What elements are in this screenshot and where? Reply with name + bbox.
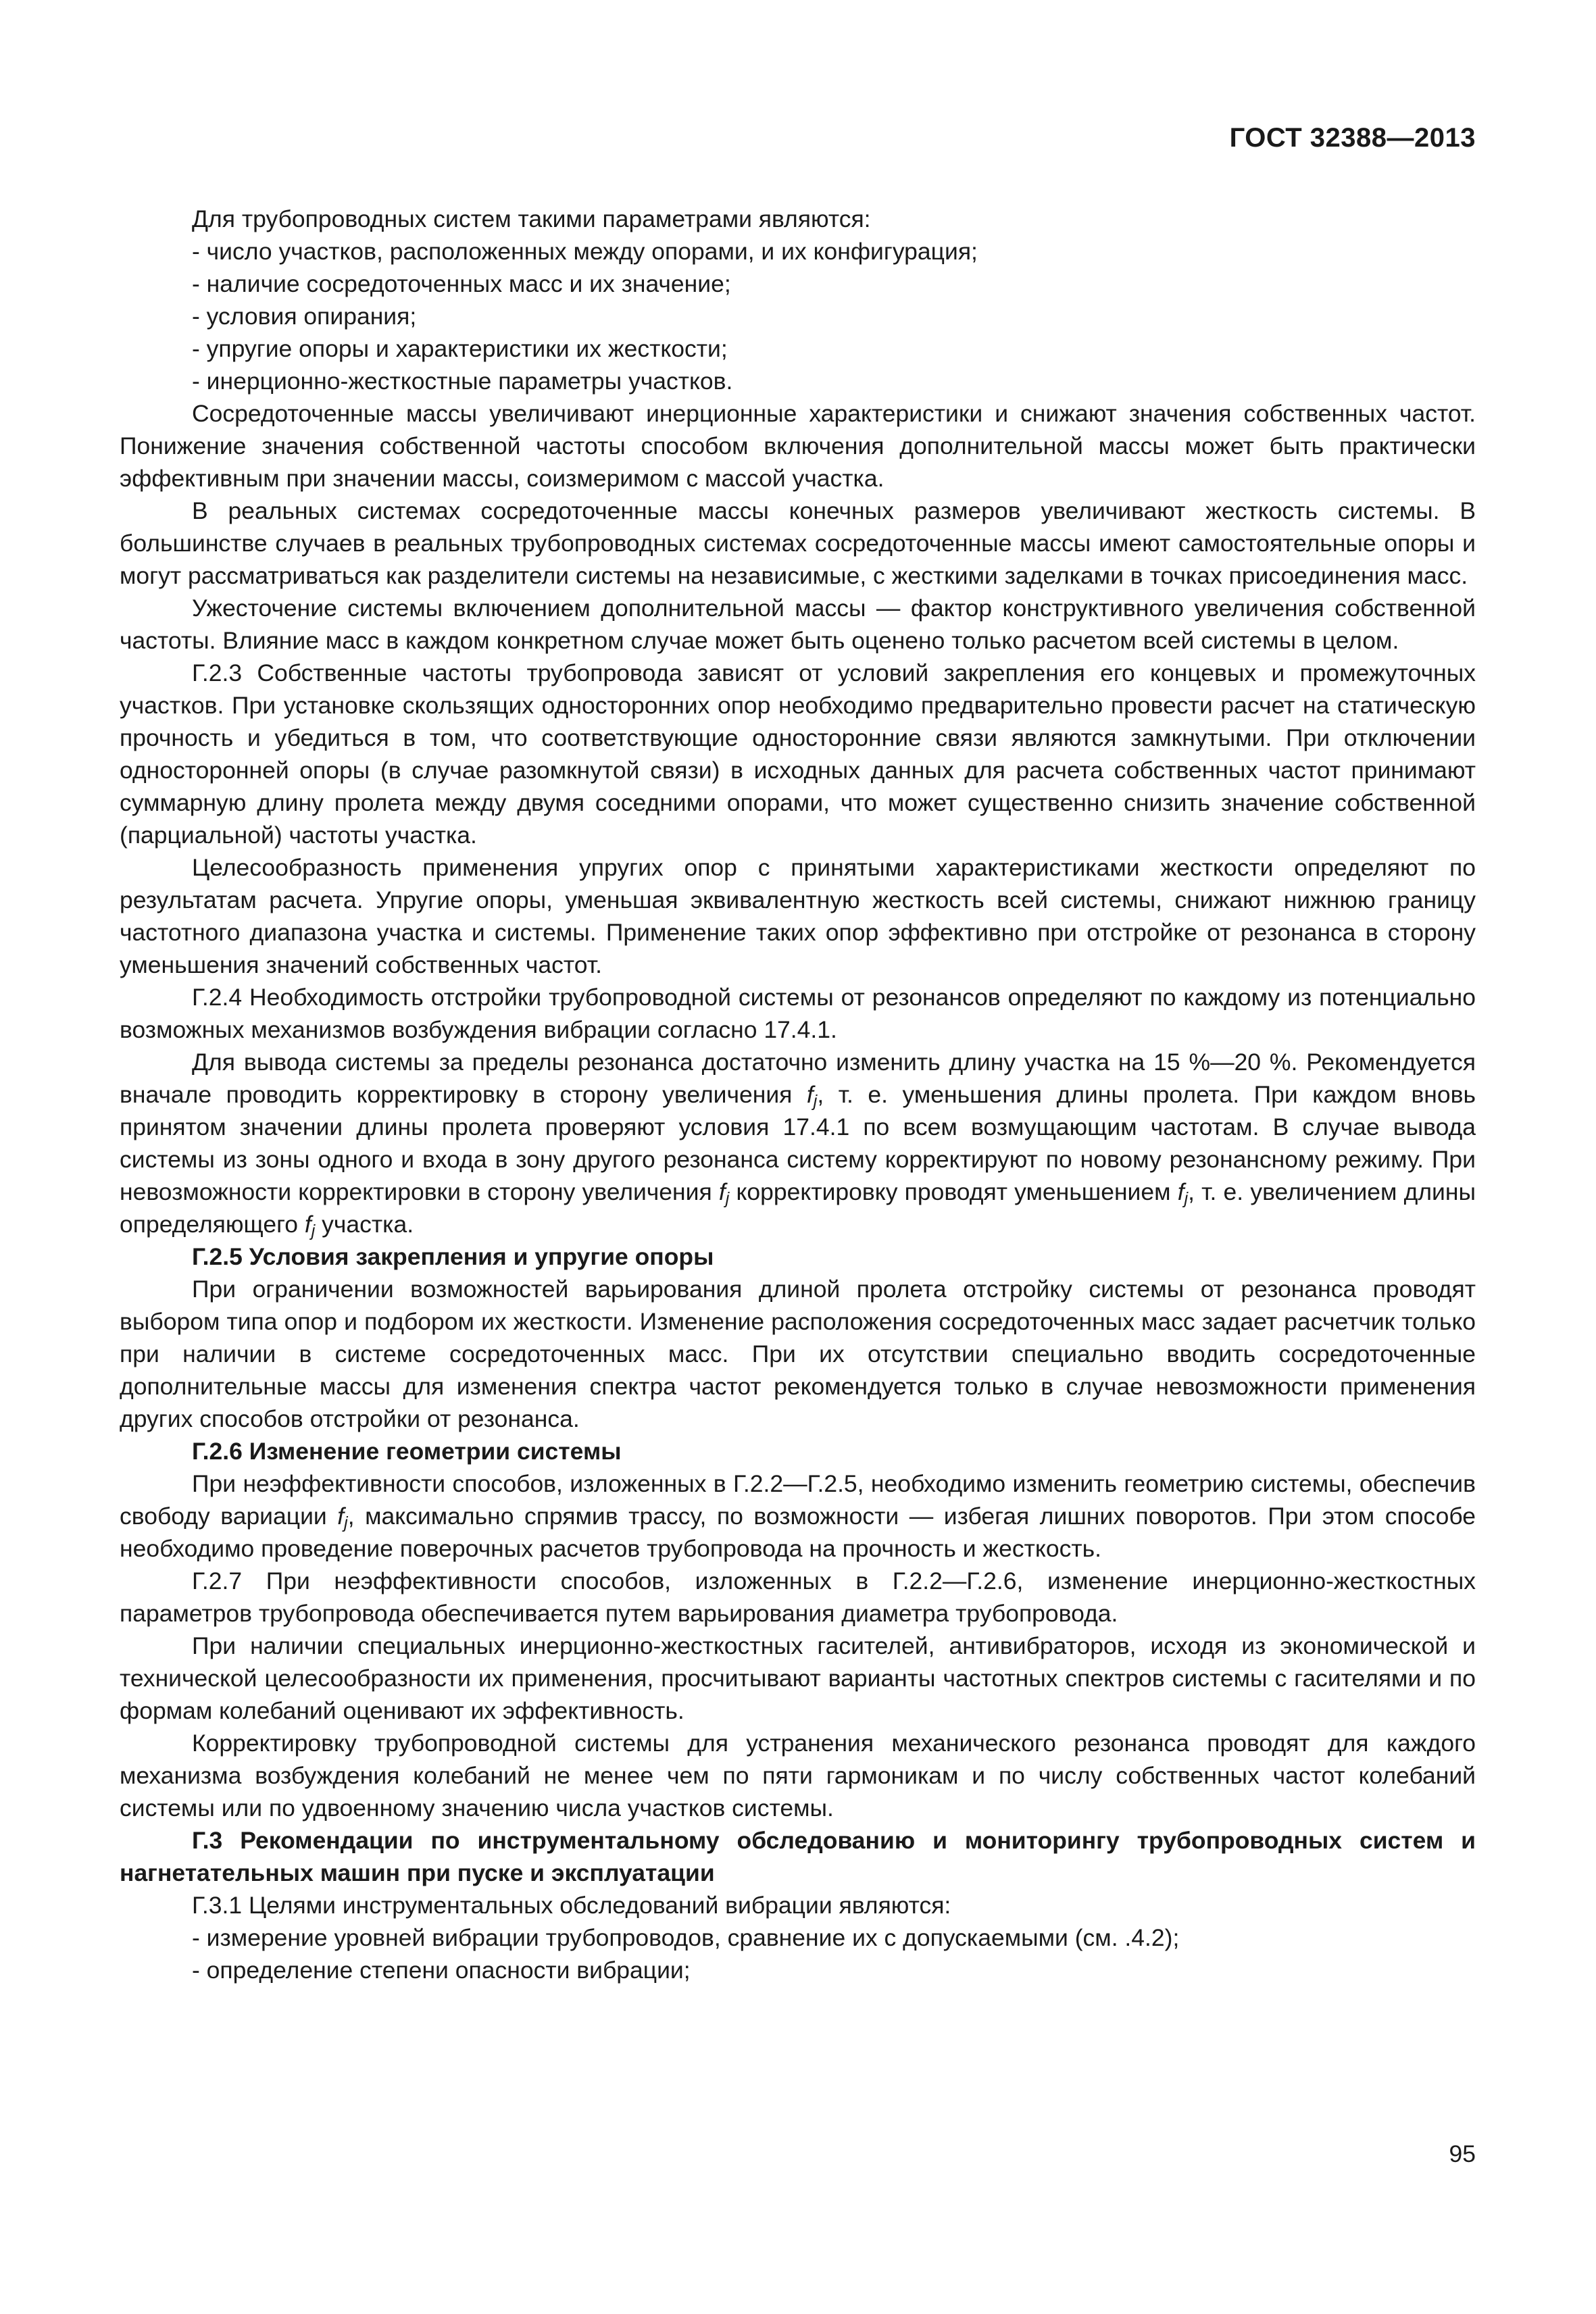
paragraph: При ограничении возможностей варьирования длиной пролета отстройку системы от резонанса проводят выбором типа опор и подбором их жесткости. Изменение расположения сосредоточенных масс задает расчетчик только при наличии в системе сосредоточенных масс. При их отсутствии специально вводить сосредоточенные дополнительные массы для изменения спектра частот рекомендуется только в случае невозможности применения других способов отстройки от резонанса. (120, 1276, 1476, 1432)
section-heading: Г.2.5 Условия закрепления и упругие опоры (192, 1243, 714, 1270)
paragraph: При наличии специальных инерционно-жесткостных гасителей, антивибраторов, исходя из экономической и технической целесообразности их применения, просчитывают варианты частотных спектров системы с гасителями и по формам колебаний оценивают их эффективность. (120, 1632, 1476, 1724)
symbol-fj: $f_j$ (337, 1503, 348, 1533)
paragraph: Сосредоточенные массы увеличивают инерционные характеристики и снижают значения собственных частот. Понижение значения собственной частоты способом включения дополнительной массы может быть практически эффективным при значении массы, соизмеримом с массой участка. (120, 400, 1476, 492)
document-code-header: ГОСТ 32388—2013 (1229, 123, 1476, 153)
list-item: - наличие сосредоточенных масс и их значение; (192, 270, 731, 297)
paragraph: Г.2.4 Необходимость отстройки трубопроводной системы от резонансов определяют по каждому из потенциально возможных механизмов возбуждения вибрации согласно 17.4.1. (120, 984, 1476, 1043)
paragraph-geometry (120, 1467, 1476, 1565)
symbol-fj: $f_j$ (806, 1081, 818, 1111)
paragraph: Для трубопроводных систем такими параметрами являются: (192, 205, 871, 232)
paragraph: Г.2.3 Собственные частоты трубопровода зависят от условий закрепления его концевых и промежуточных участков. При установке скользящих односторонних опор необходимо предварительно провести расчет на статическую прочность и убедиться в том, что соответствующие односторонние связи являются замкнутыми. При отключении односторонней опоры (в случае разомкнутой связи) в исходных данных для расчета собственных частот принимают суммарную длину пролета между двумя соседними опорами, что может существенно снизить значение собственной (парциальной) частоты участка. (120, 659, 1476, 849)
paragraph: Г.2.7 При неэффективности способов, изложенных в Г.2.2—Г.2.6, изменение инерционно-жесткостных параметров трубопровода обеспечивается путем варьирования диаметра трубопровода. (120, 1567, 1476, 1627)
paragraph-text: , т. е. увеличением длины определяющего (120, 1178, 1476, 1238)
symbol-fj: $f_j$ (304, 1211, 316, 1241)
list-item: - инерционно-жесткостные параметры участков. (192, 368, 733, 395)
paragraph: Г.3.1 Целями инструментальных обследований вибрации являются: (192, 1892, 951, 1919)
paragraph-text: участка. (322, 1211, 414, 1238)
paragraph-text: , максимально спрямив трассу, по возможности — избегая лишних поворотов. При этом способе необходимо проведение поверочных расчетов трубопровода на прочность и жесткость. (120, 1503, 1476, 1562)
section-heading: Г.2.6 Изменение геометрии системы (192, 1438, 622, 1465)
symbol-fj: $f_j$ (718, 1178, 730, 1209)
paragraph-text: корректировку проводят уменьшением (736, 1178, 1171, 1205)
list-item: - определение степени опасности вибрации; (192, 1957, 691, 1984)
symbol-fj: $f_j$ (1177, 1178, 1189, 1209)
list-item: - измерение уровней вибрации трубопроводов, сравнение их с допускаемыми (см. .4.2); (192, 1924, 1180, 1951)
paragraph: В реальных системах сосредоточенные массы конечных размеров увеличивают жесткость системы. В большинстве случаев в реальных трубопроводных системах сосредоточенные массы имеют самостоятельные опоры и могут рассматриваться как разделители системы на независимые, с жесткими заделками в точках присоединения масс. (120, 497, 1476, 589)
section-heading: Г.3 Рекомендации по инструментальному обследованию и мониторингу трубопроводных систем и нагнетательных машин при пуске и эксплуатации (120, 1827, 1476, 1886)
paragraph: Целесообразность применения упругих опор с принятыми характеристиками жесткости определяют по результатам расчета. Упругие опоры, уменьшая эквивалентную жесткость всей системы, снижают нижнюю границу частотного диапазона участка и системы. Применение таких опор эффективно при отстройке от резонанса в сторону уменьшения значений собственных частот. (120, 854, 1476, 978)
paragraph-text: Для вывода системы за пределы резонанса достаточно изменить длину участка на 15 %—20 %. Рекомендуется вначале проводить корректировку в сторону увеличения (120, 1049, 1476, 1108)
paragraph: Корректировку трубопроводной системы для устранения механического резонанса проводят для каждого механизма возбуждения колебаний не менее чем по пяти гармоникам и по числу собственных частот колебаний системы или по удвоенному значению числа участков системы. (120, 1730, 1476, 1821)
paragraph: Ужесточение системы включением дополнительной массы — фактор конструктивного увеличения собственной частоты. Влияние масс в каждом конкретном случае может быть оценено только расчетом всей системы в целом. (120, 595, 1476, 654)
list-item: - упругие опоры и характеристики их жесткости; (192, 335, 728, 362)
page-number: 95 (1449, 2140, 1476, 2167)
paragraph-detuning (120, 1046, 1476, 1240)
paragraph-text: , т. е. уменьшения длины пролета. При каждом вновь принятом значении длины пролета проверяют условия 17.4.1 по всем возмущающим частотам. В случае вывода системы из зоны одного и входа в зону другого резонанса систему корректируют по новому резонансному режиму. При невозможности корректировки в сторону увеличения (120, 1081, 1476, 1205)
list-item: - число участков, расположенных между опорами, и их конфигурация; (192, 238, 978, 265)
list-item: - условия опирания; (192, 303, 417, 330)
paragraph-text: При неэффективности способов, изложенных в Г.2.2—Г.2.5, необходимо изменить геометрию системы, обеспечив свободу вариации (120, 1470, 1476, 1530)
page-body (120, 203, 1476, 1986)
